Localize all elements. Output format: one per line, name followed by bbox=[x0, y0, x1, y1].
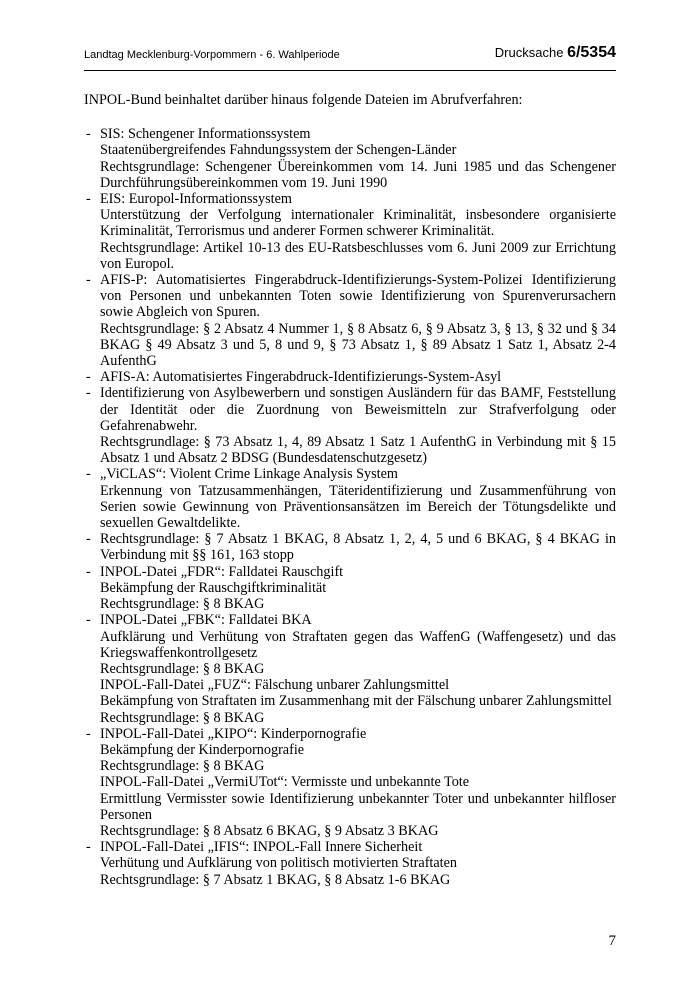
list-item-line: - „ViCLAS“: Violent Crime Linkage Analysis System bbox=[100, 466, 398, 483]
list-item-line: Rechtsgrundlage: § 8 BKAG bbox=[100, 758, 265, 775]
list-item bbox=[84, 466, 616, 531]
list-item-line: - INPOL-Fall-Datei „KIPO“: Kinderpornografie bbox=[100, 725, 367, 742]
list-item bbox=[84, 839, 616, 888]
document-label: Drucksache bbox=[494, 45, 564, 60]
list-item-line: Rechtsgrundlage: § 8 Absatz 6 BKAG, § 9 Absatz 3 BKAG bbox=[100, 822, 439, 839]
list-item-line: Aufklärung und Verhütung von Straftaten gegen das WaffenG (Waffengesetz) und das Kriegswaffenkontrollgesetz bbox=[100, 628, 616, 661]
list-item bbox=[84, 126, 616, 191]
document-body bbox=[84, 92, 616, 888]
list-item-line: - INPOL-Datei „FDR“: Falldatei Rauschgift bbox=[100, 563, 344, 580]
document-number-value: 6/5354 bbox=[567, 44, 616, 61]
list-item-line: INPOL-Fall-Datei „VermiUTot“: Vermisste und unbekannte Tote bbox=[100, 774, 470, 791]
list-item-line: Rechtsgrundlage: § 8 BKAG bbox=[100, 709, 265, 726]
list-item-line: Bekämpfung der Kinderpornografie bbox=[100, 741, 305, 758]
list-item-line: - Rechtsgrundlage: § 7 Absatz 1 BKAG, 8 Absatz 1, 2, 4, 5 und 6 BKAG, § 4 BKAG in Verbindung mit §§ 161, 163 stopp bbox=[100, 531, 616, 564]
list-item-line: Rechtsgrundlage: Schengener Übereinkommen vom 14. Juni 1985 und das Schengener Durchführungsübereinkommen vom 19. Juni 1990 bbox=[100, 158, 616, 191]
list-item-line: - AFIS-A: Automatisiertes Fingerabdruck-Identifizierungs-System-Asyl bbox=[100, 369, 502, 386]
list-item-line: - EIS: Europol-Informationssystem bbox=[100, 191, 292, 208]
list-item-line: INPOL-Fall-Datei „FUZ“: Fälschung unbarer Zahlungsmittel bbox=[100, 677, 450, 694]
list-item bbox=[84, 564, 616, 613]
list-item bbox=[84, 726, 616, 839]
list-item-line: Rechtsgrundlage: § 73 Absatz 1, 4, 89 Absatz 1 Satz 1 AufenthG in Verbindung mit § 15 Absatz 1 und Absatz 2 BDSG (Bundesdatenschutzgesetz) bbox=[100, 434, 616, 467]
intro-paragraph: INPOL-Bund beinhaltet darüber hinaus folgende Dateien im Abrufverfahren: bbox=[84, 92, 523, 108]
list-item bbox=[84, 369, 616, 385]
list-item-line: - INPOL-Fall-Datei „IFIS“: INPOL-Fall Innere Sicherheit bbox=[100, 839, 423, 856]
list-item-line: Ermittlung Vermisster sowie Identifizierung unbekannter Toter und unbekannter hilfloser Personen bbox=[100, 790, 616, 823]
page-number: 7 bbox=[608, 933, 616, 949]
list-item-line: Bekämpfung von Straftaten im Zusammenhang mit der Fälschung unbarer Zahlungsmittel bbox=[100, 693, 612, 710]
list-item-line: Rechtsgrundlage: Artikel 10-13 des EU-Ratsbeschlusses vom 6. Juni 2009 zur Errichtung von Europol. bbox=[100, 239, 616, 272]
list-item-line: Staatenübergreifendes Fahndungssystem der Schengen-Länder bbox=[100, 142, 457, 159]
list-item-line: - INPOL-Datei „FBK“: Falldatei BKA bbox=[100, 612, 312, 629]
list-item-line: Rechtsgrundlage: § 8 BKAG bbox=[100, 596, 265, 613]
list-item-line: - AFIS-P: Automatisiertes Fingerabdruck-Identifizierungs-System-Polizei Identifizierung von Personen und unbekannten Toten sowie Identifizierung von Spurenverursachern sowie Abgleich von Spuren. bbox=[100, 272, 616, 321]
list-item bbox=[84, 385, 616, 466]
list-item-line: Unterstützung der Verfolgung internationaler Kriminalität, insbesondere organisierte Kriminalität, Terrorismus und anderer Formen schwerer Kriminalität. bbox=[100, 207, 616, 240]
list-item bbox=[84, 191, 616, 272]
list-item-line: Erkennung von Tatzusammenhängen, Täteridentifizierung und Zusammenführung von Serien sowie Gewinnung von Präventionsansätzen im Bereich der Tötungsdelikte und sexuellen Gewaltdelikte. bbox=[100, 482, 616, 532]
list-item-line: - SIS: Schengener Informationssystem bbox=[100, 126, 311, 143]
document-number bbox=[495, 44, 616, 62]
list-item bbox=[84, 531, 616, 563]
database-list bbox=[84, 126, 616, 888]
header-divider bbox=[84, 70, 616, 71]
list-item-line: Verhütung und Aufklärung von politisch motivierten Straftaten bbox=[100, 855, 457, 872]
list-item bbox=[84, 272, 616, 369]
list-item-line: - Identifizierung von Asylbewerbern und sonstigen Ausländern für das BAMF, Feststellung der Identität oder die Zuordnung von Beweismitteln zur Strafverfolgung oder Gefahrenabwehr. bbox=[100, 385, 616, 434]
header-title: Landtag Mecklenburg-Vorpommern - 6. Wahlperiode bbox=[84, 49, 340, 61]
list-item-line: Rechtsgrundlage: § 2 Absatz 4 Nummer 1, § 8 Absatz 6, § 9 Absatz 3, § 13, § 32 und § 34 BKAG § 49 Absatz 3 und 5, 8 und 9, § 73 Absatz 1, § 89 Absatz 1 Satz 1, Absatz 2-4 AufenthG bbox=[100, 320, 616, 370]
list-item bbox=[84, 612, 616, 725]
list-item-line: Rechtsgrundlage: § 7 Absatz 1 BKAG, § 8 Absatz 1-6 BKAG bbox=[100, 871, 451, 888]
list-item-line: Rechtsgrundlage: § 8 BKAG bbox=[100, 660, 265, 677]
list-item-line: Bekämpfung der Rauschgiftkriminalität bbox=[100, 579, 327, 596]
